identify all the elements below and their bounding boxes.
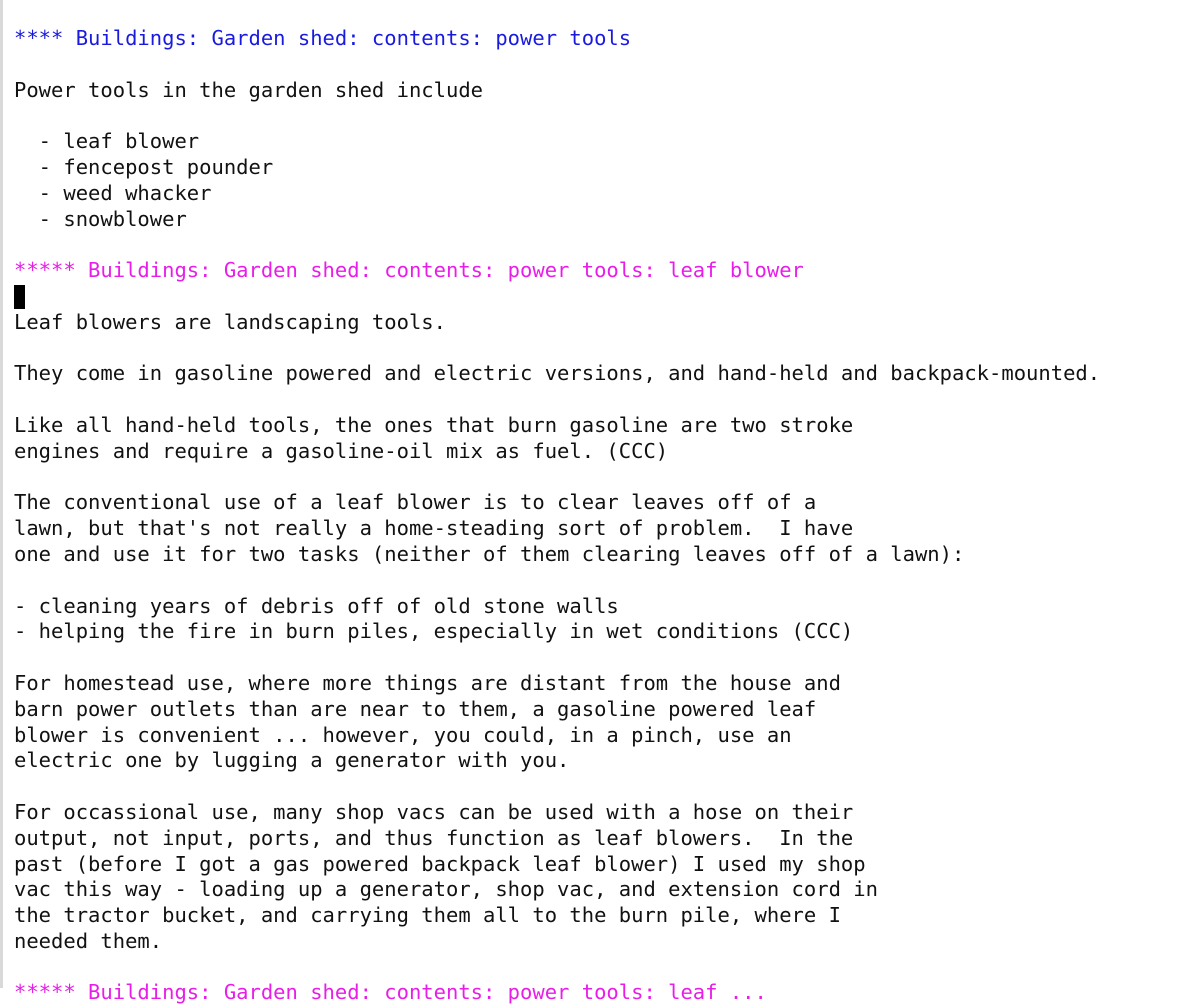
blank-line [14, 568, 1200, 594]
blank-line [14, 465, 1200, 491]
text-line: Leaf blowers are landscaping tools. [14, 309, 446, 334]
text-line: - helping the fire in burn piles, especially in wet conditions (CCC) [14, 619, 854, 644]
text-line: - leaf blower [14, 129, 200, 154]
blank-line [14, 645, 1200, 671]
text-line: past (before I got a gas powered backpack leaf blower) I used my shop [14, 851, 866, 876]
blank-line [14, 387, 1200, 413]
text-line: vac this way - loading up a generator, shop vac, and extension cord in [14, 877, 878, 902]
text-line: - snowblower [14, 206, 187, 231]
text-line: - fencepost pounder [14, 154, 274, 179]
text-line: They come in gasoline powered and electric versions, and hand-held and backpack-mounted. [14, 361, 1101, 386]
text-line: electric one by lugging a generator with you. [14, 748, 570, 773]
text-line: Like all hand-held tools, the ones that burn gasoline are two stroke [14, 412, 854, 437]
blank-line [14, 52, 1200, 78]
text-line: the tractor bucket, and carrying them all to the burn pile, where I [14, 903, 841, 928]
text-line: blower is convenient ... however, you could, in a pinch, use an [14, 722, 792, 747]
text-line: For homestead use, where more things are distant from the house and [14, 670, 841, 695]
text-line: lawn, but that's not really a home-steading sort of problem. I have [14, 516, 854, 541]
cursor-line [14, 284, 1200, 310]
left-fringe [0, 0, 3, 988]
outline-heading-level-4: **** Buildings: Garden shed: contents: power tools [14, 26, 632, 50]
blank-line [14, 955, 1200, 981]
text-cursor [14, 285, 25, 309]
blank-line [14, 232, 1200, 258]
text-line: Power tools in the garden shed include [14, 77, 483, 102]
text-line: needed them. [14, 928, 163, 953]
text-line: For occassional use, many shop vacs can be used with a hose on their [14, 799, 854, 824]
text-line: - cleaning years of debris off of old stone walls [14, 593, 619, 618]
text-line: The conventional use of a leaf blower is to clear leaves off of a [14, 490, 817, 515]
text-line: one and use it for two tasks (neither of them clearing leaves off of a lawn): [14, 541, 965, 566]
text-line: engines and require a gasoline-oil mix as fuel. (CCC) [14, 438, 669, 463]
text-line: - weed whacker [14, 180, 212, 205]
outline-heading-level-5-partial: ***** Buildings: Garden shed: contents: power tools: leaf ... [14, 980, 780, 1005]
blank-line [14, 774, 1200, 800]
text-line: output, not input, ports, and thus function as leaf blowers. In the [14, 825, 854, 850]
blank-line [14, 103, 1200, 129]
blank-line [14, 336, 1200, 362]
text-buffer[interactable] [14, 26, 1200, 1006]
text-line: barn power outlets than are near to them, a gasoline powered leaf [14, 696, 817, 721]
outline-heading-level-5: ***** Buildings: Garden shed: contents: power tools: leaf blower [14, 258, 804, 283]
